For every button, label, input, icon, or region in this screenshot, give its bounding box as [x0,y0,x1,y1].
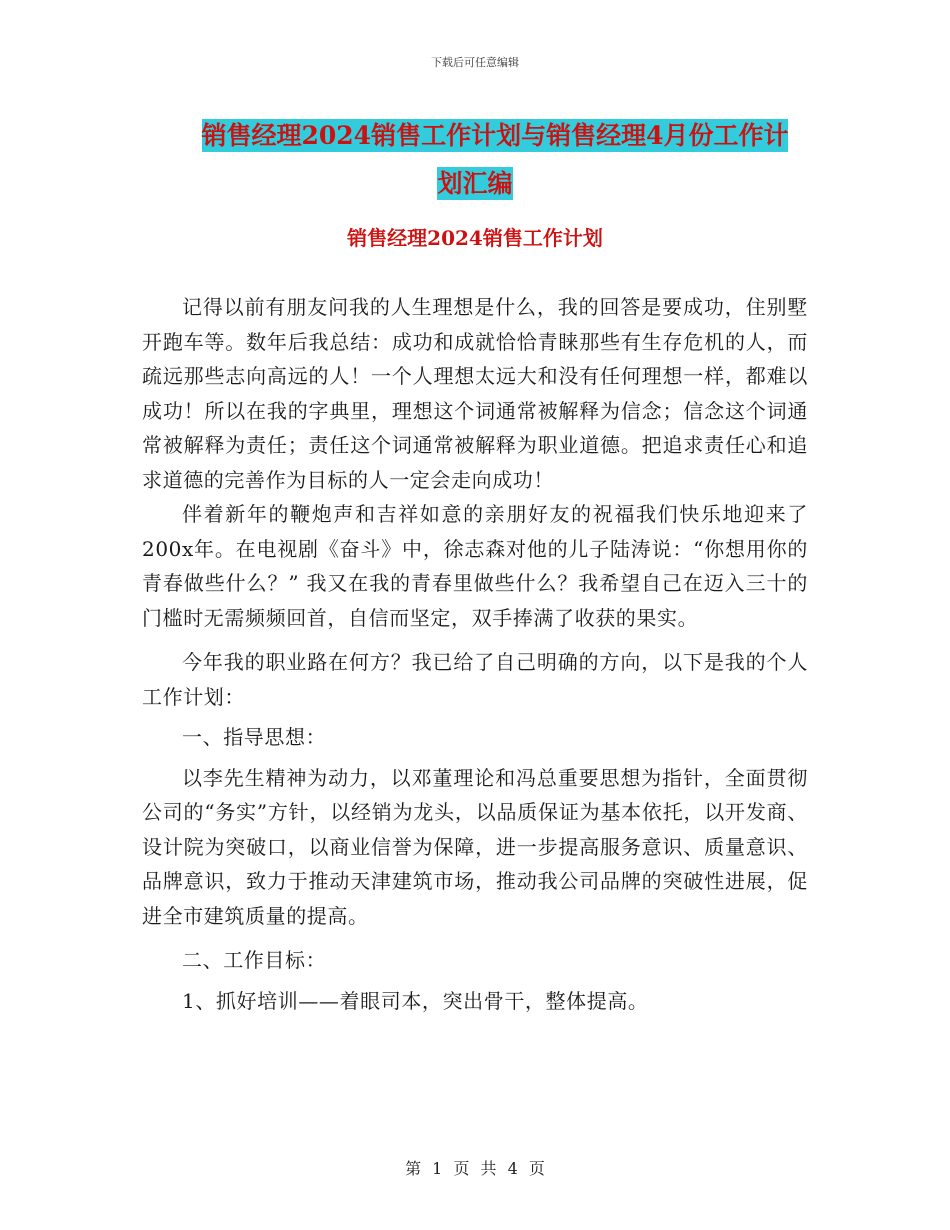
page-header-note: 下载后可任意编辑 [431,56,519,69]
paragraph-guiding-ideology: 以李先生精神为动力，以邓董理论和冯总重要思想为指针，全面贯彻公司的“务实”方针，以经销为龙头，以品质保证为基本依托，以开发商、设计院为突破口，以商业信誉为保障，进一步提高服务意识、质量意识、品牌意识，致力于推动天津建筑市场，推动我公司品牌的突破性进展，促进全市建筑质量的提高。 [142,765,808,928]
section-title: 销售经理2024销售工作计划 [347,226,603,250]
paragraph-intro: 记得以前有朋友问我的人生理想是什么，我的回答是要成功，住别墅开跑车等。数年后我总结：成功和成就恰恰青睐那些有生存危机的人，而疏远那些志向高远的人！一个人理想太远大和没有任何理想一样，都难以成功！所以在我的字典里，理想这个词通常被解释为信念；信念这个词通常被解释为责任；责任这个词通常被解释为职业道德。把追求责任心和追求道德的完善作为目标的人一定会走向成功！ [142,295,808,492]
document-title-line-1: 销售经理2024销售工作计划与销售经理4月份工作计 [201,121,789,150]
list-item-training: 1、抓好培训——着眼司本，突出骨干，整体提高。 [182,988,649,1013]
heading-work-goals: 二、工作目标： [182,948,327,972]
page-footer-number: 第 1 页 共 4 页 [405,1159,545,1178]
document-title [0,112,950,208]
document-title-line-2: 划汇编 [437,169,513,198]
heading-guiding-ideology: 一、指导思想： [182,725,327,749]
paragraph-new-year: 伴着新年的鞭炮声和吉祥如意的亲朋好友的祝福我们快乐地迎来了200x年。在电视剧《奋斗》中，徐志森对他的儿子陆涛说：“你想用你的青春做些什么？” 我又在我的青春里做些什么？我希望自己在迈入三十的门槛时无需频频回首，自信而坚定，双手捧满了收获的果实。 [142,502,808,630]
document-body [142,290,808,1018]
paragraph-career-direction: 今年我的职业路在何方？我已给了自己明确的方向，以下是我的个人工作计划： [142,650,808,709]
